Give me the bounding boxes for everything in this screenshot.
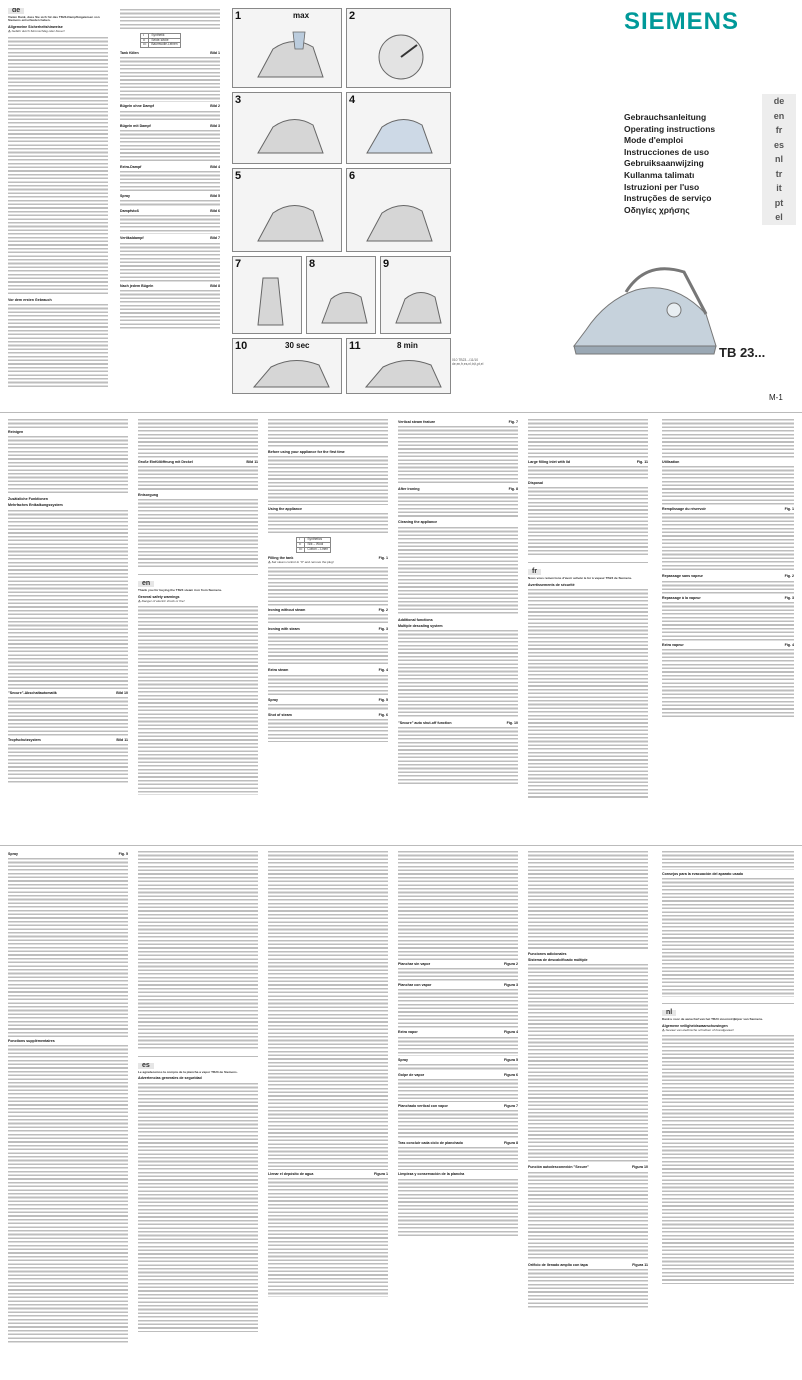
en-column-1: Before using your appliance for the first time Using the appliance • Synthetics •• Silk – Wool ••• Cotton – Linen Filling the tank Fig. 1 ⚠ Set steam control to "0" and remove the plug! Ironing without steam Fig. 2 Ironing with steam Fig. 3 Extra steam Fig. 4 Spray Fig. 5 Shot of steam Fig. 6 <box>268 418 388 842</box>
fr-steam-title: Repassage à la vapeur <box>662 595 701 600</box>
es-column-1: Llenar el depósito de agua Figura 1 <box>268 850 388 1374</box>
en-fill-warn: Set steam control to "0" and remove the plug! <box>271 559 334 564</box>
iron-fill-illustration <box>253 27 333 85</box>
de-autooff-title: "Secure"-Abschaltautomatik <box>8 690 57 695</box>
en-disposal-title: Disposal <box>528 481 543 486</box>
divider-2 <box>0 845 802 846</box>
es-column-3: Funciones adicionales Sistema de descalcificado múltiple Función autodesconexión "Secure" Figura 10 Orificio de llenado amplio con tapa Figura 11 <box>528 850 648 1374</box>
es-column-2: Planchar sin vapor Figura 2 Planchar con vapor Figura 3 Extra vapor Figura 4 Spray Figura 5 Golpe de vapor Figura 6 Planchado vertical con vapor Figura 7 Tras concluir cada ciclo de planchado Figura 8 Limpieza y conservación de la plancha <box>398 850 518 1374</box>
de-drip-title: Tropfschutzsystem <box>8 737 41 742</box>
model-suffix: M-1 <box>769 393 783 402</box>
fr-column-2: Spray Fig. 5 Fonctions supplémentaires <box>8 850 128 1374</box>
figure-1: 1 max <box>232 8 342 88</box>
nl-column-1: Consejos para la evacuación del aparato usado nl Dank u voor de aanschaf van het TB23 stoomstrijkijzer van Siemens. Algemene veiligheidswaarschuwingen ⚠ Gevaar van elektrische schokken of brandgevaar! <box>662 850 794 1374</box>
iron-clean-illustration <box>391 273 446 331</box>
figure-7: 7 <box>232 256 302 334</box>
en-addfunc-title: Additional functions <box>398 617 433 622</box>
de-column-3: Reinigen Zusätzliche Funktionen Mehrfaches Entkalkungssystem "Secure"-Abschaltautomatik Bild 10 Tropfschutzsystem Bild 11 <box>8 418 128 842</box>
nl-safety-warn: Gevaar van elektrische schokken of brandgevaar! <box>665 1027 734 1032</box>
es-shot-title: Golpe de vapor <box>398 1072 425 1077</box>
language-index: de en fr es nl tr it pt el <box>762 94 796 225</box>
de-addfunc-title: Zusätzliche Funktionen <box>8 497 48 502</box>
en-intro: Thank you for buying the TB23 steam iron from Siemens. <box>138 588 223 593</box>
lang-tag-nl: nl <box>662 1010 676 1016</box>
en-selfclean-title: Multiple descaling system <box>398 623 443 628</box>
figure-10: 10 30 sec <box>232 338 342 394</box>
en-after-title: After ironing <box>398 487 420 492</box>
fr-fill-title: Remplissage du réservoir <box>662 507 706 512</box>
de-grill-title: Große Einfüllöffnung mit Deckel <box>138 460 193 464</box>
en-burst-title: Extra steam <box>268 668 289 673</box>
fr-intro: Nous vous remercions d'avoir acheté le fer à vapeur TB23 de Siemens. <box>528 576 633 581</box>
es-after-title: Tras concluir cada ciclo de planchado <box>398 1141 463 1146</box>
de-safety-title: Allgemeine Sicherheitshinweise <box>8 25 63 30</box>
es-drip-title: Orificio de llenado amplio con tapa <box>528 1262 588 1267</box>
es-clean-title: Limpieza y conservación de la plancha <box>398 1172 465 1177</box>
de-tank-title: Tank füllen <box>120 51 139 56</box>
es-burst-title: Extra vapor <box>398 1030 418 1035</box>
de-tank-fig: Bild 1 <box>210 51 220 56</box>
figure-6: 6 <box>346 168 451 252</box>
fr-column-3 <box>138 850 258 1374</box>
de-vert-title: Vertikaldampf <box>120 236 144 241</box>
en-spray-title: Spray <box>268 697 278 702</box>
es-intro: Le agradecemos la compra de la plancha a vapor TB23 de Siemens. <box>138 1069 238 1074</box>
fr-advice-title: Utilisation <box>662 460 680 464</box>
de-selfclean-title: Mehrfaches Entkalkungssystem <box>8 503 63 508</box>
es-spray-title: Spray <box>398 1057 408 1062</box>
en-safety-warn: Danger of electric shock or fire! <box>141 599 185 604</box>
en-safety-title: General safety warnings <box>138 594 180 599</box>
en-column-2: Vertical steam feature Fig. 7 After ironing Fig. 8 Cleaning the appliance Additional functions Multiple descaling system "Secure" auto shut-off function Fig. 10 <box>398 418 518 842</box>
fr-spray-title: Spray <box>8 852 18 856</box>
cover-iron-image <box>566 250 736 362</box>
en-vert-title: Vertical steam feature <box>398 420 436 424</box>
figure-2: 2 <box>346 8 451 88</box>
iron-autooff-illustration-2 <box>361 353 447 393</box>
de-column-2: • Synthetik •• Seide-Wolle ••• Baumwolle-Leinen Tank füllen Bild 1 Bügeln ohne Dampf Bild 2 Bügeln mit Dampf Bild 3 Extra-Dampf Bild 4 Spray Bild 5 Dampfstoß Bild 6 Vertikaldampf Bild 7 Nach jedem Bügeln Bild 8 <box>120 8 220 410</box>
figure-5: 5 <box>232 168 342 252</box>
de-disposal-title: Entsorgung <box>138 493 159 498</box>
fr-column-1: Utilisation Remplissage du réservoir Fig. 1 Repassage sans vapeur Fig. 2 Repassage à la vapeur Fig. 3 Extra vapeur Fig. 4 <box>662 418 794 842</box>
es-fill-title: Llenar el depósito de agua <box>268 1172 314 1176</box>
de-before-title: Vor dem ersten Gebrauch <box>8 297 52 302</box>
en-temp-table: • Synthetics •• Silk – Wool ••• Cotton – Linen <box>296 537 331 552</box>
de-spray-title: Spray <box>120 193 130 198</box>
en-drip-title: Large filling inlet with lid <box>528 460 571 464</box>
figure-11: 11 8 min <box>346 338 451 394</box>
es-addfunc-title: Funciones adicionales <box>528 952 567 956</box>
fr-safety-title: Avertissements de sécurité <box>528 582 575 587</box>
es-safety-title: Advertencias generales de seguridad <box>138 1076 202 1081</box>
en-steam-title: Ironing with steam <box>268 627 300 632</box>
es-selfclean-title: Sistema de descalcificado múltiple <box>528 958 588 963</box>
de-burst-title: Extra-Dampf <box>120 164 142 169</box>
de-text-block <box>8 36 108 296</box>
iron-steam-illustration <box>253 107 333 161</box>
iron-dial-illustration <box>359 27 444 85</box>
fr-burst-title: Extra vapeur <box>662 642 684 647</box>
es-noster-title: Planchar sin vapor <box>398 962 431 966</box>
iron-spray-illustration <box>253 185 333 249</box>
de-clean-title: Reinigen <box>8 430 24 434</box>
lang-tag-en: en <box>138 581 154 587</box>
de-steam-title: Bügeln mit Dampf <box>120 123 151 128</box>
en-use-title: Using the appliance <box>268 507 302 512</box>
en-shot-title: Shot of steam <box>268 712 292 717</box>
es-autooff-title: Función autodesconexión "Secure" <box>528 1165 589 1170</box>
fr-noster-title: Repassage sans vapeur <box>662 574 703 579</box>
divider-1 <box>0 412 802 413</box>
lang-tag-es: es <box>138 1063 154 1069</box>
en-clean-title: Cleaning the appliance <box>398 520 438 525</box>
iron-after-illustration <box>317 273 372 331</box>
de-text-block-2 <box>8 303 108 389</box>
de-column-1: de Vielen Dank, dass Sie sich für das TB23-Dampfbügeleisen von Siemens entschieden haben. Allgemeine Sicherheitshinweise ⚠ Gefahr durch Stromschlag oder Feuer! Vor dem ersten Gebrauch <box>8 8 108 410</box>
en-column-3: Large filling inlet with lid Fig. 11 Disposal fr Nous vous remercions d'avoir acheté le fer à vapeur TB23 de Siemens. Avertissements de sécurité <box>528 418 648 842</box>
figure-9: 9 <box>380 256 451 334</box>
en-before-title: Before using your appliance for the first time <box>268 450 345 454</box>
de-temp-table: • Synthetik •• Seide-Wolle ••• Baumwolle-Leinen <box>140 33 181 48</box>
nl-safety-title: Algemene veiligheidswaarschuwingen <box>662 1023 728 1028</box>
es-steam-title: Planchar con vapor <box>398 983 432 988</box>
figure-8: 8 <box>306 256 376 334</box>
en-autooff-title: "Secure" auto shut-off function <box>398 721 452 726</box>
iron-shot-illustration <box>362 185 442 249</box>
de-temp-title: Bügeln ohne Dampf <box>120 104 154 109</box>
cover-titles: Gebrauchsanleitung Operating instructions Mode d'emploi Instrucciones de uso Gebruiksaanwijzing Kullanma talimatı Istruzioni per l'uso Instruções de serviço Οδηγίες χρήσης <box>624 112 716 215</box>
de-after-title: Nach jedem Bügeln <box>120 283 154 288</box>
iron-burst-illustration <box>362 107 442 161</box>
iron-vertical-illustration <box>243 273 298 331</box>
es-disposal-title: Consejos para la evacuación del aparato usado <box>662 872 744 876</box>
doc-code: 010 TB23..-/11/10 de,en,fr,es,nl,tr,it,pt,el <box>452 358 484 366</box>
de-intro: Vielen Dank, dass Sie sich für das TB23-Dampfbügeleisen von Siemens entschieden haben. <box>8 14 100 23</box>
es-vert-title: Planchado vertical con vapor <box>398 1104 448 1109</box>
lang-tag-de: de <box>8 8 24 14</box>
model-title: TB 23... <box>719 345 766 360</box>
en-noster-title: Ironing without steam <box>268 608 306 613</box>
iron-autooff-illustration <box>249 353 339 393</box>
nl-intro: Dank u voor de aanschaf van het TB23 stoomstrijkijzer van Siemens. <box>662 1016 764 1021</box>
figure-3: 3 <box>232 92 342 164</box>
de-shot-title: Dampfstoß <box>120 209 139 214</box>
siemens-logo: SIEMENS <box>624 8 740 35</box>
de-safety-warn: Gefahr durch Stromschlag oder Feuer! <box>11 29 65 34</box>
de-column-4: Große Einfüllöffnung mit Deckel Bild 11 Entsorgung en Thank you for buying the TB23 steam iron from Siemens. General safety warnings ⚠ Danger of electric shock or fire! <box>138 418 258 842</box>
en-fill-title: Filling the tank <box>268 555 294 560</box>
figure-4: 4 <box>346 92 451 164</box>
lang-tag-fr: fr <box>528 569 541 575</box>
